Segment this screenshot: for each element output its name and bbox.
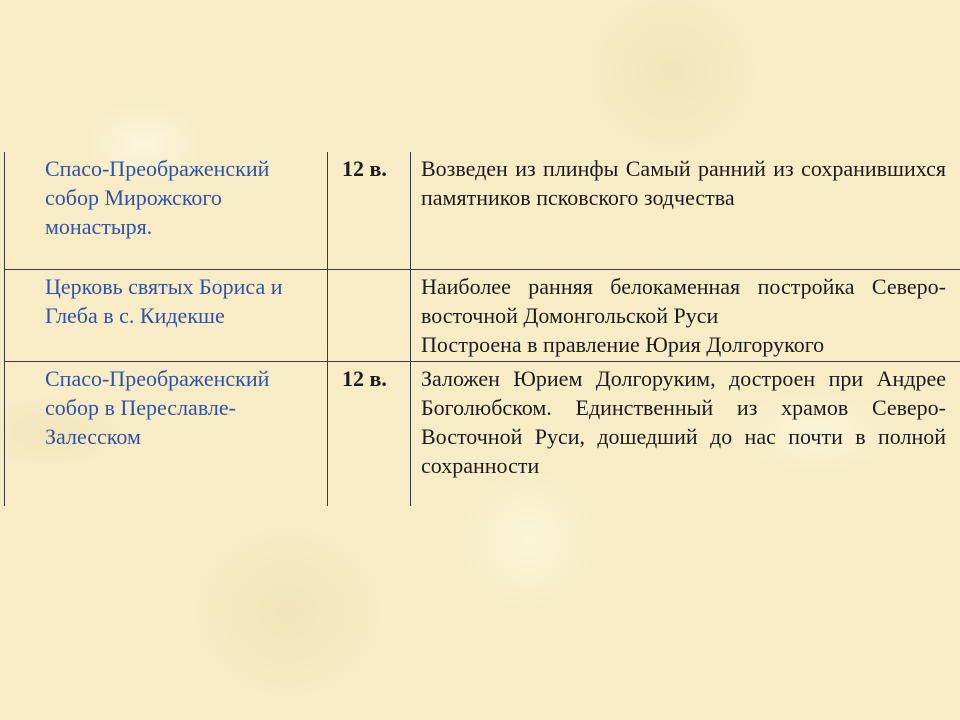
century-cell — [328, 269, 411, 361]
monument-name: Спасо-Преображенский собор в Переславле-Залесском — [45, 365, 270, 449]
description-line: Возведен из плинфы Самый ранний из сохранившихся памятников псковского зодчества — [421, 156, 946, 210]
century-cell — [328, 361, 411, 506]
monument-name-cell — [5, 361, 328, 506]
description-cell — [411, 269, 960, 361]
century-cell — [328, 152, 411, 269]
monument-name: Спасо-Преображенский собор Мирожского монастыря. — [45, 156, 270, 239]
monument-name: Церковь святых Бориса и Глеба в с. Кидекше — [45, 273, 283, 328]
table-row — [5, 361, 960, 506]
table-row — [5, 269, 960, 361]
monument-description — [421, 272, 950, 359]
monuments-table — [4, 152, 960, 506]
monument-description — [421, 154, 950, 212]
table-row — [5, 152, 960, 269]
century-value: 12 в. — [342, 365, 387, 391]
description-line: Заложен Юрием Долгоруким, достроен при Андрее Боголюбском. Единственный из храмов Северо-Восточной Руси, дошедший до нас почти в полной сохранности — [421, 365, 946, 478]
description-cell — [411, 152, 960, 269]
description-cell — [411, 361, 960, 506]
description-line: Построена в правление Юрия Долгорукого — [421, 331, 825, 357]
monument-name-cell — [5, 152, 328, 269]
monument-description — [421, 364, 950, 480]
century-value: 12 в. — [342, 156, 387, 181]
description-line: Наиболее ранняя белокаменная постройка Северо-восточной Домонгольской Руси — [421, 273, 946, 328]
monument-name-cell — [5, 269, 328, 361]
